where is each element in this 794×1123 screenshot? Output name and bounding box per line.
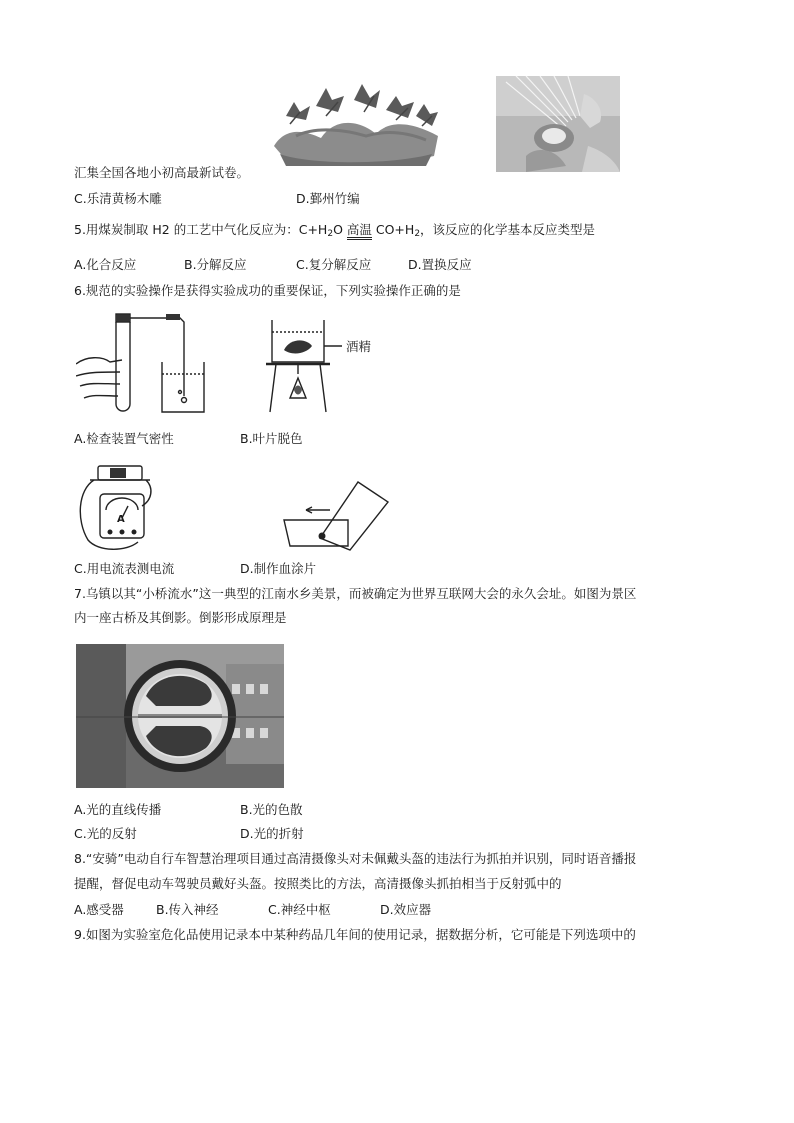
ammeter-circuit-diagram bbox=[76, 460, 160, 554]
q5-option-a[interactable]: A.化合反应 bbox=[74, 257, 137, 272]
q8-stem-line1: 8.“安骑”电动自行车智慧治理项目通过高清摄像头对未佩戴头盔的违法行为抓拍并识别，同时语音播报 bbox=[74, 851, 637, 866]
watermark-line: 汇集全国各地小初高最新试卷。 bbox=[74, 165, 250, 180]
q6-option-d[interactable]: D.制作血涂片 bbox=[240, 561, 317, 576]
q7-option-a[interactable]: A.光的直线传播 bbox=[74, 802, 162, 817]
alcohol-label: 酒精 bbox=[346, 339, 372, 354]
q7-option-b[interactable]: B.光的色散 bbox=[240, 802, 303, 817]
q6-option-a[interactable]: A.检查装置气密性 bbox=[74, 431, 174, 446]
q8-option-a[interactable]: A.感受器 bbox=[74, 902, 124, 917]
blood-smear-diagram bbox=[282, 480, 392, 552]
q7-stem-line1: 7.乌镇以其“小桥流水”这一典型的江南水乡美景，而被确定为世界互联网大会的永久会址。如图为景区 bbox=[74, 586, 637, 601]
q6-option-c[interactable]: C.用电流表测电流 bbox=[74, 561, 175, 576]
q9-stem: 9.如图为实验室危化品使用记录本中某种药品几年间的使用记录，据数据分析，它可能是下列选项中的 bbox=[74, 927, 636, 942]
airtightness-check-diagram bbox=[76, 312, 212, 418]
q8-option-b[interactable]: B.传入神经 bbox=[156, 902, 219, 917]
leaf-decolor-diagram bbox=[262, 316, 376, 416]
q8-option-d[interactable]: D.效应器 bbox=[380, 902, 432, 917]
wood-carving-photo bbox=[266, 76, 446, 168]
q5-stem: 5.用煤炭制取 H2 的工艺中气化反应为：$C+H_2O$ 高温 $CO+H_2$，该反应的化学基本反应类型是 bbox=[74, 222, 596, 239]
bridge-reflection-photo bbox=[76, 644, 284, 788]
q5-option-d[interactable]: D.置换反应 bbox=[408, 257, 472, 272]
q7-option-d[interactable]: D.光的折射 bbox=[240, 826, 304, 841]
q6-stem: 6.规范的实验操作是获得实验成功的重要保证，下列实验操作正确的是 bbox=[74, 283, 461, 298]
q5-option-b[interactable]: B.分解反应 bbox=[184, 257, 247, 272]
q5-option-c[interactable]: C.复分解反应 bbox=[296, 257, 372, 272]
q4-option-c[interactable]: C.乐清黄杨木雕 bbox=[74, 191, 162, 206]
q6-option-b[interactable]: B.叶片脱色 bbox=[240, 431, 303, 446]
q7-stem-line2: 内一座古桥及其倒影。倒影形成原理是 bbox=[74, 610, 287, 625]
q8-stem-line2: 提醒，督促电动车驾驶员戴好头盔。按照类比的方法，高清摄像头抓拍相当于反射弧中的 bbox=[74, 876, 562, 891]
q8-option-c[interactable]: C.神经中枢 bbox=[268, 902, 331, 917]
reaction-condition: 高温 bbox=[347, 222, 372, 240]
bamboo-weaving-photo bbox=[496, 76, 620, 172]
q4-option-d[interactable]: D.鄞州竹编 bbox=[296, 191, 360, 206]
q7-option-c[interactable]: C.光的反射 bbox=[74, 826, 137, 841]
ammeter-letter: A bbox=[117, 514, 125, 525]
